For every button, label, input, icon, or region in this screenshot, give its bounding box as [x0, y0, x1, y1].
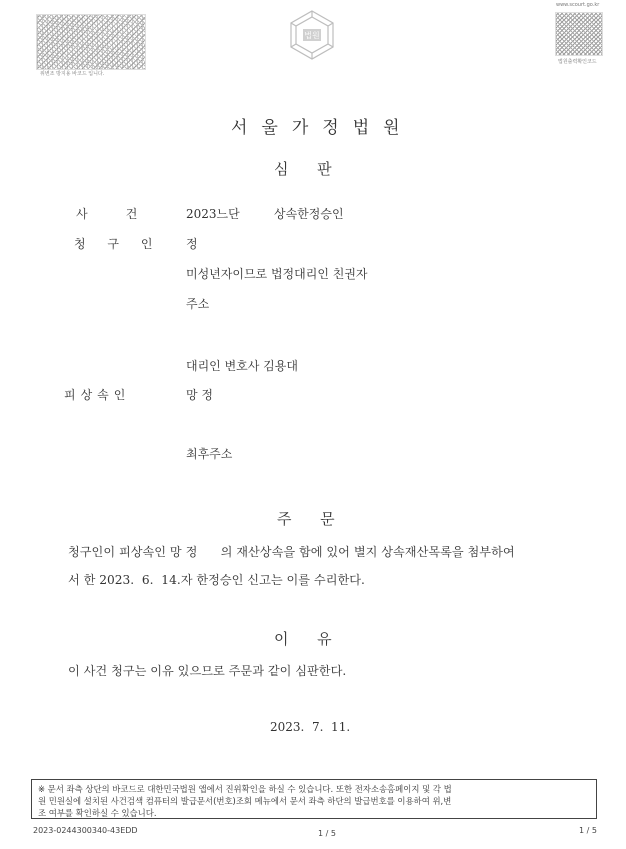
barcode-caption: 위변조 방지용 바코드 입니다. — [40, 71, 105, 77]
deceased-label: 피상속인 — [64, 388, 131, 402]
claimant-address-label: 주소 — [186, 297, 210, 311]
notice-line-3: 조 여부를 확인하실 수 있습니다. — [38, 808, 157, 818]
claimant-label: 청 구 인 — [74, 237, 162, 251]
document-type: 심 판 — [274, 160, 332, 178]
notice-line-2: 원 민원실에 설치된 사건검색 컴퓨터의 발급문서(번호)조회 메뉴에서 문서 좌측 하단의 발급번호를 이용하여 위,변 — [38, 796, 452, 806]
order-text-line-2: 서 한 2023. 6. 14.자 한정승인 신고는 이를 수리한다. — [68, 573, 365, 587]
verification-qr-code — [555, 12, 603, 56]
page-number-right: 1 / 5 — [579, 826, 597, 835]
deceased-name: 망 정 — [186, 388, 213, 402]
case-label: 사 건 — [76, 207, 138, 221]
verification-url: www.scourt.go.kr — [556, 2, 600, 8]
claimant-note: 미성년자이므로 법정대리인 친권자 — [186, 267, 368, 281]
page-number-center: 1 / 5 — [318, 829, 336, 838]
order-heading: 주 문 — [277, 510, 335, 528]
order-text-line-1: 청구인이 피상속인 망 정 의 재산상속을 함에 있어 별지 상속재산목록을 첨부하여 — [68, 545, 515, 559]
qr-caption: 법원출력확인코드 — [558, 59, 597, 65]
decision-date: 2023. 7. 11. — [270, 720, 351, 734]
claimant-name: 정 — [186, 237, 198, 251]
court-name: 서울가정법원 — [231, 118, 414, 138]
seal-text: 법원 — [304, 31, 320, 40]
issue-number: 2023-0244300340-43EDD — [33, 826, 138, 835]
deceased-last-address-label: 최후주소 — [186, 447, 233, 461]
court-seal-emblem — [286, 8, 338, 62]
verification-notice-box — [31, 779, 597, 819]
authentication-barcode — [36, 14, 146, 70]
reason-heading: 이 유 — [274, 630, 332, 648]
notice-line-1: ※ 문서 좌측 상단의 바코드로 대한민국법원 앱에서 진위확인을 하실 수 있습니다. 또한 전자소송홈페이지 및 각 법 — [38, 784, 452, 794]
case-name: 상속한정승인 — [274, 207, 344, 221]
claimant-agent: 대리인 변호사 김용대 — [186, 359, 298, 373]
reason-text: 이 사건 청구는 이유 있으므로 주문과 같이 심판한다. — [68, 664, 347, 678]
case-number: 2023느단 — [186, 207, 240, 221]
